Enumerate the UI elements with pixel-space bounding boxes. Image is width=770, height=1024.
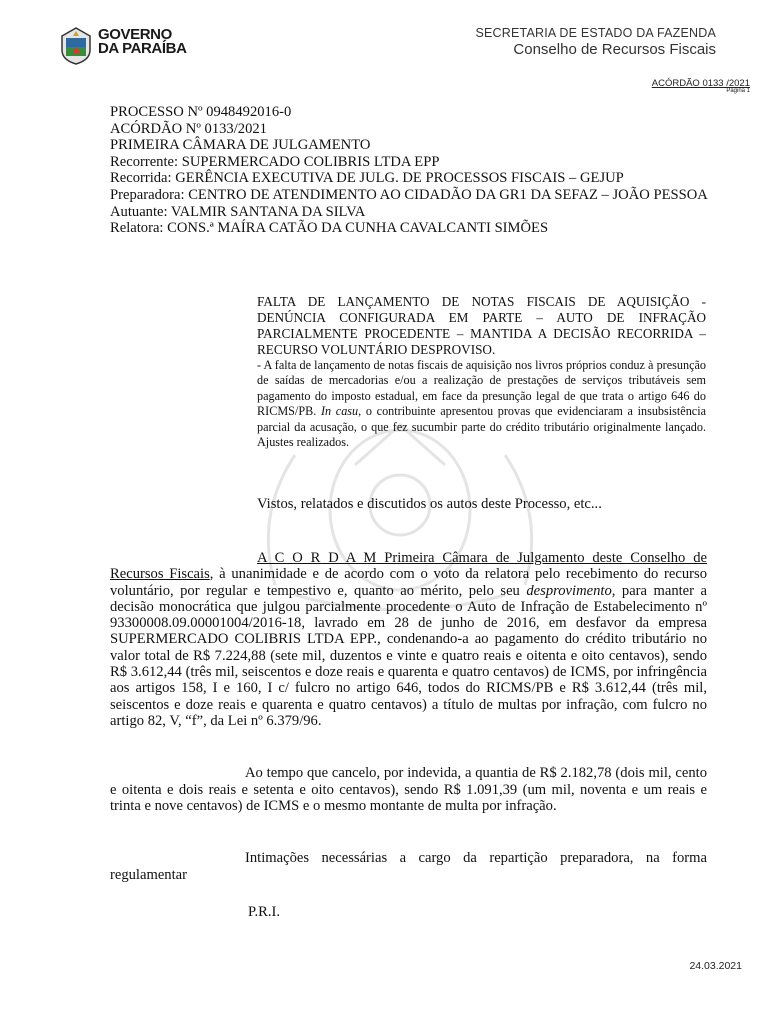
case-info xyxy=(110,104,710,237)
acordao-number-ref: ACÓRDÃO 0133 /2021 xyxy=(651,78,750,89)
camara-line: PRIMEIRA CÂMARA DE JULGAMENTO xyxy=(110,137,371,154)
ementa-body xyxy=(257,358,706,450)
relatora-line: Relatora: CONS.ª MAÍRA CATÃO DA CUNHA CAVALCANTI SIMÕES xyxy=(110,220,549,237)
recorrente-line: Recorrente: SUPERMERCADO COLIBRIS LTDA EPP xyxy=(110,153,440,170)
vistos-paragraph: Vistos, relatados e discutidos os autos deste Processo, etc... xyxy=(257,496,602,512)
logo-line-1: GOVERNO xyxy=(98,26,172,43)
conselho-title: Conselho de Recursos Fiscais xyxy=(513,41,716,58)
secretaria-title: SECRETARIA DE ESTADO DA FAZENDA xyxy=(475,26,716,40)
processo-line: PROCESSO Nº 0948492016-0 xyxy=(110,104,292,120)
ementa xyxy=(257,294,706,450)
preparadora-line: Preparadora: CENTRO DE ATENDIMENTO AO CIDADÃO DA GR1 DA SEFAZ – JOÃO PESSOA xyxy=(110,186,708,203)
intimacoes-text: Intimações necessárias a cargo da repartição preparadora, na forma regulamentar xyxy=(110,850,707,883)
ementa-body-italic: In casu xyxy=(320,404,359,419)
ementa-body-end: , o contribuinte apresentou provas que evidenciaram a insubsistência parcial da acusação, o que fez sucumbir parte do crédito tributário originalmente lançado. Ajustes realizados. xyxy=(257,404,706,450)
intimacoes-paragraph xyxy=(110,850,707,884)
document-date: 24.03.2021 xyxy=(689,960,742,972)
ementa-title: FALTA DE LANÇAMENTO DE NOTAS FISCAIS DE AQUISIÇÃO - DENÚNCIA CONFIGURADA EM PARTE – AUTO DE INFRAÇÃO PARCIALMENTE PROCEDENTE – MANTIDA A DECISÃO RECORRIDA – RECURSO VOLUNTÁRIO DESPROVISO. xyxy=(257,294,706,357)
acordam-italic: desprovimento xyxy=(526,582,612,599)
paraiba-emblem-icon xyxy=(58,26,94,66)
ementa-body-start: - A falta de lançamento de notas fiscais de aquisição nos livros próprios conduz à presunção de saídas de mercadorias e/ou a realização de prestações de serviços tributáveis sem pagamento do imposto estadual, em face da presunção legal de que trata o artigo 646 do RICMS/PB. xyxy=(257,358,706,419)
acordao-reference xyxy=(652,78,750,94)
cancelo-text: Ao tempo que cancelo, por indevida, a quantia de R$ 2.182,78 (dois mil, cento e oitenta e dois reais e setenta e oito centavos), sendo R$ 1.091,39 (um mil, noventa e um reais e trinta e nove centavos) de ICMS e o mesmo montante de multa por infração. xyxy=(110,765,707,815)
acordao-line: ACÓRDÃO Nº 0133/2021 xyxy=(110,120,267,137)
recorrida-line: Recorrida: GERÊNCIA EXECUTIVA DE JULG. DE PROCESSOS FISCAIS – GEJUP xyxy=(110,170,624,187)
page-number: Página 1 xyxy=(726,88,750,94)
autuante-line: Autuante: VALMIR SANTANA DA SILVA xyxy=(110,203,366,220)
cancelo-paragraph xyxy=(110,765,707,815)
acordam-text-1: , à unanimidade e de acordo com o voto da relatora pelo recebimento do recurso voluntário, por regular e tempestivo e, quanto ao mérito, pelo seu xyxy=(110,566,707,599)
acordam-paragraph xyxy=(110,550,707,729)
pri-text: P.R.I. xyxy=(248,904,281,920)
agency-header xyxy=(475,26,716,58)
government-logo xyxy=(58,26,188,66)
logo-line-2: DA PARAÍBA xyxy=(98,40,187,57)
acordam-text-2: , para manter a decisão monocrática que julgou parcialmente procedente o Auto de Infração de Estabelecimento nº 93300008.09.00001004/2016-18, lavrado em 28 de junho de 2016, em desfavor da empresa SUPERMERCADO COLIBRIS LTDA EPP., condenando-a ao pagamento do crédito tributário no valor total de R$ 7.224,88 (sete mil, duzentos e vinte e quatro reais e oitenta e oito centavos), sendo R$ 3.612,44 (três mil, seiscentos e doze reais e quarenta e quatro centavos) de ICMS, por infringência aos artigos 158, I e 160, I c/ fulcro no artigo 646, todos do RICMS/PB e R$ 3.612,44 (três mil, seiscentos e doze reais e quarenta e quatro centavos) a título de multas por infração, com fulcro no artigo 82, V, “f”, da Lei nº 6.379/96. xyxy=(110,582,707,729)
acordam-lead: A C O R D A M Primeira Câmara de Julgamento deste Conselho de Recursos Fiscais xyxy=(110,550,707,583)
